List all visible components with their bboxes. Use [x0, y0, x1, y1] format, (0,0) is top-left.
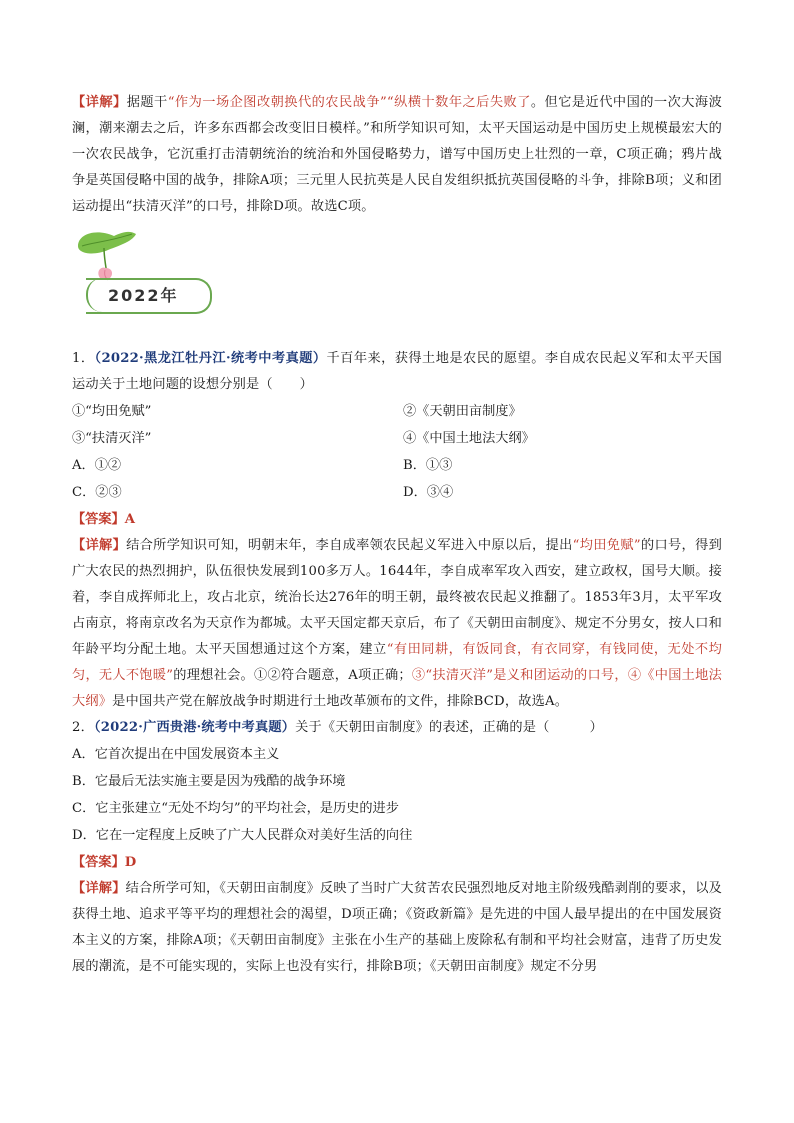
detail-tag: 【详解】	[72, 95, 127, 110]
quoted-text: “均田免赋”	[572, 538, 641, 553]
item: ③“扶清灭洋”	[72, 431, 152, 446]
option: D．③④	[403, 485, 454, 500]
question-number: 2．	[72, 720, 94, 735]
question-source: （2022·黑龙江牡丹江·统考中考真题）	[94, 351, 327, 366]
question-1-stem	[72, 346, 722, 398]
item: ①“均田免赋”	[72, 404, 152, 419]
q1-items-row-1	[72, 398, 722, 425]
question-number: 1．	[72, 351, 95, 366]
explanation-text: 据题干	[126, 95, 168, 110]
detail-tag: 【详解】	[72, 881, 126, 896]
option: C．②③	[72, 485, 122, 500]
explanation-text: 结合所学可知，《天朝田亩制度》反映了当时广大贫苦农民强烈地反对地主阶级残酷剥削的要求，以及获得土地、追求平等平均的理想社会的渴望，D项正确；《资政新篇》是先进的中国人最早提出的在中国发展资本主义的方案，排除A项；《天朝田亩制度》主张在小生产的基础上废除私有制和平均社会财富，违背了历史发展的潮流，是不可能实现的，实际上也没有实行，排除B项；《天朝田亩制度》规定不分男	[72, 881, 722, 974]
q1-explanation	[72, 533, 722, 715]
item: ②《天朝田亩制度》	[403, 404, 522, 419]
option: B．①③	[403, 458, 453, 473]
q2-option-c: C．它主张建立“无处不均匀”的平均社会，是历史的进步	[72, 801, 399, 816]
question-source: （2022·广西贵港·统考中考真题）	[93, 720, 296, 735]
explanation-text: 的口号，得到广大农民的热烈拥护，队伍很快发展到100多万人。1644年，李自成率军攻入西安，建立政权，国号大顺。接着，李自成挥师北上，攻占北京，统治长达276年的明王朝，最终被农民起义推翻了。1853年3月，太平军攻占南京，将南京改名为天京作为都城。太平天国定都天京后，布了《天朝田亩制度》、规定不分男女，按人口和年龄平均分配土地。太平天国想通过这个方案，建立	[72, 538, 722, 657]
q2-explanation	[72, 876, 722, 980]
item: ④《中国土地法大纲》	[403, 431, 535, 446]
explanation-text: 的理想社会。①②符合题意，A项正确；	[173, 668, 412, 683]
question-2-stem	[72, 715, 722, 741]
quoted-text: “有田同耕，有饭同食，有衣同穿，有钱同使，无处不均匀，无人不饱暖”	[72, 642, 722, 683]
q2-option-b: B．它最后无法实施主要是因为残酷的战争环境	[72, 774, 346, 789]
explanation-text: 是中国共产党在解放战争时期进行土地改革颁布的文件，排除BCD，故选A。	[112, 694, 569, 709]
explanation-text: 结合所学知识可知，明朝末年，李自成率领农民起义军进入中原以后，提出	[126, 538, 573, 553]
q2-answer: 【答案】D	[72, 855, 137, 870]
document-page	[72, 90, 722, 980]
q1-options-row-2	[72, 479, 722, 506]
explanation-paragraph-1	[72, 90, 722, 220]
q2-option-d: D．它在一定程度上反映了广大人民群众对美好生活的向往	[72, 828, 413, 843]
detail-tag: 【详解】	[72, 538, 127, 553]
question-text: 关于《天朝田亩制度》的表述，正确的是（ ）	[295, 720, 604, 735]
q1-options-row-1	[72, 452, 722, 479]
quoted-text: ③“扶清灭洋”是义和团运动的口号，④《中国土地法大纲》	[72, 668, 722, 709]
explanation-text: 。但它是近代中国的一次大海波澜，潮来潮去之后，许多东西都会改变旧日模样。”和所学知识可知，太平天国运动是中国历史上规模最宏大的一次农民战争，它沉重打击清朝统治的统治和外国侵略势力，谱写中国历史上壮烈的一章，C项正确；鸦片战争是英国侵略中国的战争，排除A项；三元里人民抗英是人民自发组织抵抗英国侵略的斗争，排除B项；义和团运动提出“扶清灭洋”的口号，排除D项。故选C项。	[72, 95, 722, 214]
section-header	[72, 228, 722, 346]
q2-option-a: A．它首次提出在中国发展资本主义	[72, 747, 280, 762]
option: A．①②	[72, 458, 122, 473]
year-label: 2022年	[108, 286, 179, 305]
q1-answer: 【答案】A	[72, 512, 135, 527]
quoted-text: “作为一场企图改朝换代的农民战争”“纵横十数年之后失败了	[167, 95, 531, 110]
question-text: 千百年来，获得土地是农民的愿望。李自成农民起义军和太平天国运动关于土地问题的设想分别是（ ）	[72, 351, 722, 392]
q1-items-row-2	[72, 425, 722, 452]
